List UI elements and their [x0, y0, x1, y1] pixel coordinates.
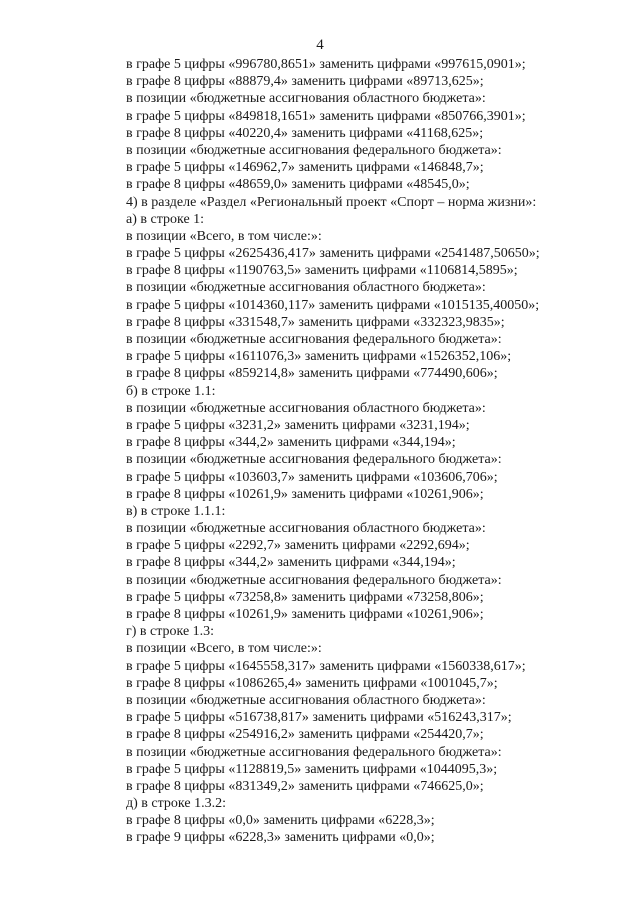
text-line: в графе 5 цифры «1645558,317» заменить цифрами «1560338,617»; [126, 658, 526, 674]
text-line: в графе 5 цифры «146962,7» заменить цифрами «146848,7»; [126, 160, 484, 176]
text-line: в позиции «бюджетные ассигнования областного бюджета»: [126, 692, 486, 708]
text-line: в графе 8 цифры «0,0» заменить цифрами «6228,3»; [126, 813, 435, 829]
text-line: в позиции «бюджетные ассигнования федерального бюджета»: [126, 452, 502, 468]
text-line: в графе 5 цифры «849818,1651» заменить цифрами «850766,3901»; [126, 108, 526, 124]
text-line: в графе 5 цифры «1128819,5» заменить цифрами «1044095,3»; [126, 761, 498, 777]
text-line: в графе 8 цифры «831349,2» заменить цифрами «746625,0»; [126, 778, 484, 794]
text-line: в графе 8 цифры «331548,7» заменить цифрами «332323,9835»; [126, 314, 505, 330]
text-line: в графе 5 цифры «2292,7» заменить цифрами «2292,694»; [126, 538, 470, 554]
subsection-heading: в) в строке 1.1.1: [126, 503, 226, 519]
text-line: в позиции «бюджетные ассигнования областного бюджета»: [126, 280, 486, 296]
text-line: в графе 5 цифры «516738,817» заменить цифрами «516243,317»; [126, 710, 512, 726]
text-line: в графе 5 цифры «2625436,417» заменить цифрами «2541487,50650»; [126, 246, 540, 262]
subsection-heading: д) в строке 1.3.2: [126, 796, 226, 812]
page-number: 4 [316, 37, 324, 53]
subsection-heading: б) в строке 1.1: [126, 383, 216, 399]
text-line: в графе 5 цифры «73258,8» заменить цифрами «73258,806»; [126, 589, 484, 605]
text-line: в графе 8 цифры «344,2» заменить цифрами «344,194»; [126, 555, 456, 571]
section-heading: 4) в разделе «Раздел «Региональный проект «Спорт – норма жизни»: [126, 194, 537, 210]
text-line: в позиции «бюджетные ассигнования областного бюджета»: [126, 91, 486, 107]
subsection-heading: г) в строке 1.3: [126, 624, 215, 640]
text-line: в графе 8 цифры «1086265,4» заменить цифрами «1001045,7»; [126, 675, 498, 691]
text-line: в позиции «Всего, в том числе:»: [126, 228, 322, 244]
text-line: в графе 5 цифры «3231,2» заменить цифрами «3231,194»; [126, 417, 470, 433]
text-line: в позиции «Всего, в том числе:»: [126, 641, 322, 657]
text-line: в позиции «бюджетные ассигнования федерального бюджета»: [126, 332, 502, 347]
text-line: в графе 5 цифры «103603,7» заменить цифрами «103606,706»; [126, 469, 498, 485]
text-line: в позиции «бюджетные ассигнования федерального бюджета»: [126, 572, 502, 588]
text-line: в позиции «бюджетные ассигнования областного бюджета»: [126, 521, 486, 537]
text-line: в графе 5 цифры «996780,8651» заменить цифрами «997615,0901»; [126, 57, 526, 72]
text-line: в графе 5 цифры «1014360,117» заменить цифрами «1015135,40050»; [126, 297, 540, 313]
text-line: в графе 8 цифры «40220,4» заменить цифрами «41168,625»; [126, 125, 484, 141]
text-line: в графе 8 цифры «859214,8» заменить цифрами «774490,606»; [126, 366, 498, 382]
text-line: в графе 8 цифры «48659,0» заменить цифрами «48545,0»; [126, 177, 470, 193]
text-line: в графе 8 цифры «254916,2» заменить цифрами «254420,7»; [126, 727, 484, 743]
text-line: в позиции «бюджетные ассигнования федерального бюджета»: [126, 142, 502, 158]
text-line: в позиции «бюджетные ассигнования областного бюджета»: [126, 400, 486, 416]
text-line: в позиции «бюджетные ассигнования федерального бюджета»: [126, 744, 502, 760]
text-line: в графе 5 цифры «1611076,3» заменить цифрами «1526352,106»; [126, 349, 512, 365]
text-line: в графе 9 цифры «6228,3» заменить цифрами «0,0»; [126, 830, 435, 846]
text-line: в графе 8 цифры «344,2» заменить цифрами «344,194»; [126, 435, 456, 451]
text-line: в графе 8 цифры «88879,4» заменить цифрами «89713,625»; [126, 74, 484, 90]
text-line: в графе 8 цифры «10261,9» заменить цифрами «10261,906»; [126, 607, 484, 622]
subsection-heading: а) в строке 1: [126, 211, 205, 227]
text-line: в графе 8 цифры «10261,9» заменить цифрами «10261,906»; [126, 486, 484, 502]
document-body [126, 56, 616, 847]
text-line: в графе 8 цифры «1190763,5» заменить цифрами «1106814,5895»; [126, 263, 518, 279]
